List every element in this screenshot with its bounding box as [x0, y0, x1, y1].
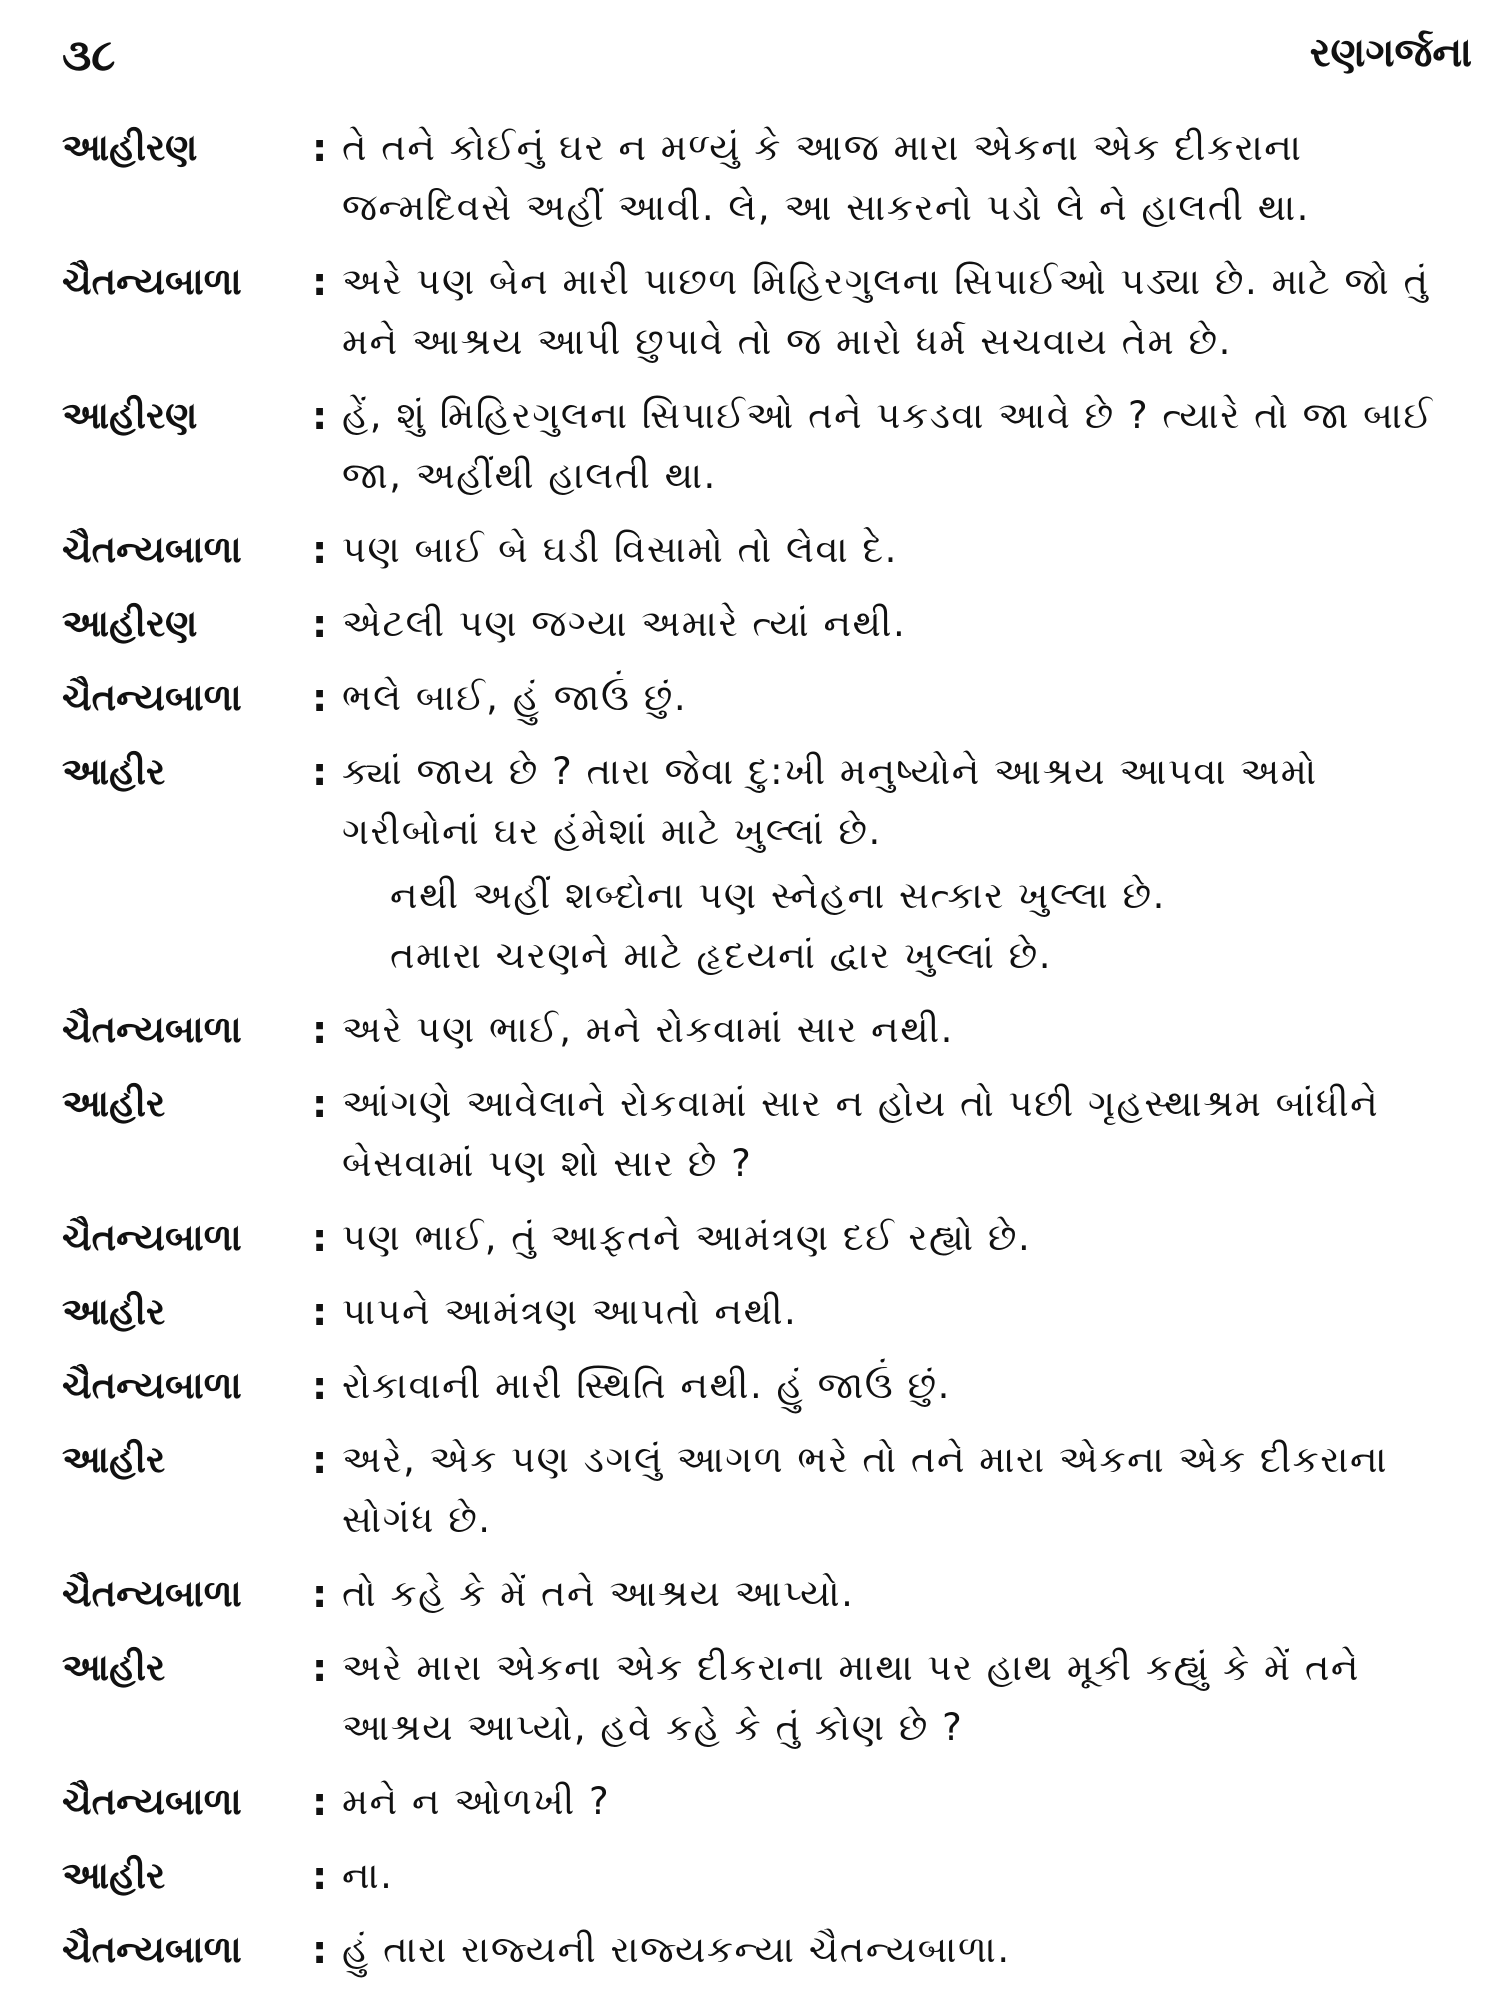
verse-line: તમારા ચરણને માટે હૃદયનાં દ્વાર ખુલ્લાં છે. [390, 934, 1053, 977]
page-header [62, 30, 1472, 90]
dialogue-entry [62, 668, 1472, 728]
verse-line: નથી અહીં શબ્દોના પણ સ્નેહના સત્કાર ખુલ્લા છે. [390, 874, 1166, 917]
dialogue-entry [62, 252, 1472, 372]
speech-text: મને ન ઓળખી ? [342, 1780, 611, 1823]
colon-separator: : [312, 394, 328, 438]
dialogue-entry [62, 1000, 1472, 1060]
dialogue-entry [62, 1208, 1472, 1268]
speech-text: અરે, એક પણ ડગલું આગળ ભરે તો તને મારા એકના એક દીકરાના સોગંધ છે. [342, 1438, 1389, 1541]
dialogue-entry [62, 118, 1472, 238]
colon-separator: : [312, 676, 328, 720]
speech-text: રોકાવાની મારી સ્થિતિ નથી. હું જાઉં છું. [342, 1364, 951, 1407]
speaker-name: આહીર [62, 750, 166, 793]
speech-text: પાપને આમંત્રણ આપતો નથી. [342, 1290, 798, 1333]
speaker-name: ચૈતન્યબાળા [62, 528, 242, 571]
dialogue-entry [62, 1282, 1472, 1342]
speaker-name: ચૈતન્યબાળા [62, 676, 242, 719]
dialogue [62, 118, 1472, 1994]
dialogue-entry [62, 1430, 1472, 1550]
speech-text: એટલી પણ જગ્યા અમારે ત્યાં નથી. [342, 602, 907, 645]
running-title: રણગર્જના [1309, 30, 1472, 76]
speech-text: આંગણે આવેલાને રોકવામાં સાર ન હોય તો પછી ગૃહસ્થાશ્રમ બાંધીને બેસવામાં પણ શો સાર છે ? [342, 1082, 1380, 1185]
speaker-name: આહીરણ [62, 394, 198, 437]
dialogue-entry [62, 1638, 1472, 1758]
page-number: ૩૮ [62, 30, 116, 81]
speaker-name: ચૈતન્યબાળા [62, 1008, 242, 1051]
dialogue-entry [62, 1356, 1472, 1416]
colon-separator: : [312, 1290, 328, 1334]
colon-separator: : [312, 126, 328, 170]
speech-text: અરે પણ ભાઈ, મને રોકવામાં સાર નથી. [342, 1008, 954, 1051]
colon-separator: : [312, 750, 328, 794]
dialogue-entry [62, 386, 1472, 506]
speech-text: તે તને કોઈનું ઘર ન મળ્યું કે આજ મારા એકના એક દીકરાના જન્મદિવસે અહીં આવી. લે, આ સાકરનો પડો લે ને હાલતી થા. [342, 126, 1310, 229]
colon-separator: : [312, 1646, 328, 1690]
colon-separator: : [312, 1364, 328, 1408]
speech-text: ભલે બાઈ, હું જાઉં છું. [342, 676, 688, 719]
speaker-name: આહીર [62, 1082, 166, 1125]
speaker-name: આહીરણ [62, 602, 198, 645]
speech-text: ના. [342, 1854, 394, 1897]
speech-text: પણ બાઈ બે ઘડી વિસામો તો લેવા દે. [342, 528, 898, 571]
speaker-name: ચૈતન્યબાળા [62, 1572, 242, 1615]
colon-separator: : [312, 1780, 328, 1824]
speech-text: હેં, શું મિહિરગુલના સિપાઈઓ તને પકડવા આવે છે ? ત્યારે તો જા બાઈ જા, અહીંથી હાલતી થા. [342, 394, 1434, 497]
speaker-name: આહીર [62, 1854, 166, 1897]
dialogue-entry [62, 594, 1472, 654]
speech-block [342, 742, 1472, 986]
dialogue-entry [62, 1920, 1472, 1980]
speaker-name: ચૈતન્યબાળા [62, 1364, 242, 1407]
dialogue-entry [62, 1772, 1472, 1832]
colon-separator: : [312, 1216, 328, 1260]
colon-separator: : [312, 1854, 328, 1898]
speaker-name: આહીર [62, 1290, 166, 1333]
dialogue-entry [62, 1846, 1472, 1906]
colon-separator: : [312, 1572, 328, 1616]
colon-separator: : [312, 1082, 328, 1126]
speaker-name: આહીર [62, 1646, 166, 1689]
speaker-name: ચૈતન્યબાળા [62, 1216, 242, 1259]
dialogue-entry [62, 520, 1472, 580]
colon-separator: : [312, 1008, 328, 1052]
dialogue-entry [62, 1564, 1472, 1624]
speaker-name: આહીરણ [62, 126, 198, 169]
speaker-name: આહીર [62, 1438, 166, 1481]
speech-text: હું તારા રાજ્યની રાજ્યકન્યા ચૈતન્યબાળા. [342, 1928, 1011, 1971]
colon-separator: : [312, 602, 328, 646]
speech-text: અરે પણ બેન મારી પાછળ મિહિરગુલના સિપાઈઓ પડ્યા છે. માટે જો તું મને આશ્રય આપી છુપાવે તો જ મારો ધર્મ સચવાય તેમ છે. [342, 260, 1430, 363]
colon-separator: : [312, 528, 328, 572]
speaker-name: ચૈતન્યબાળા [62, 1928, 242, 1971]
colon-separator: : [312, 1928, 328, 1972]
speech-text: અરે મારા એકના એક દીકરાના માથા પર હાથ મૂકી કહ્યું કે મેં તને આશ્રય આપ્યો, હવે કહે કે તું કોણ છે ? [342, 1646, 1360, 1749]
dialogue-entry [62, 742, 1472, 986]
colon-separator: : [312, 1438, 328, 1482]
speech-text: ક્યાં જાય છે ? તારા જેવા દુ:ખી મનુષ્યોને આશ્રય આપવા અમો ગરીબોનાં ઘર હંમેશાં માટે ખુલ્લાં છે. [342, 750, 1318, 853]
speaker-name: ચૈતન્યબાળા [62, 1780, 242, 1823]
speaker-name: ચૈતન્યબાળા [62, 260, 242, 303]
speech-text: પણ ભાઈ, તું આફતને આમંત્રણ દઈ રહ્યો છે. [342, 1216, 1032, 1259]
dialogue-entry [62, 1074, 1472, 1194]
colon-separator: : [312, 260, 328, 304]
speech-text: તો કહે કે મેં તને આશ્રય આપ્યો. [342, 1572, 855, 1615]
